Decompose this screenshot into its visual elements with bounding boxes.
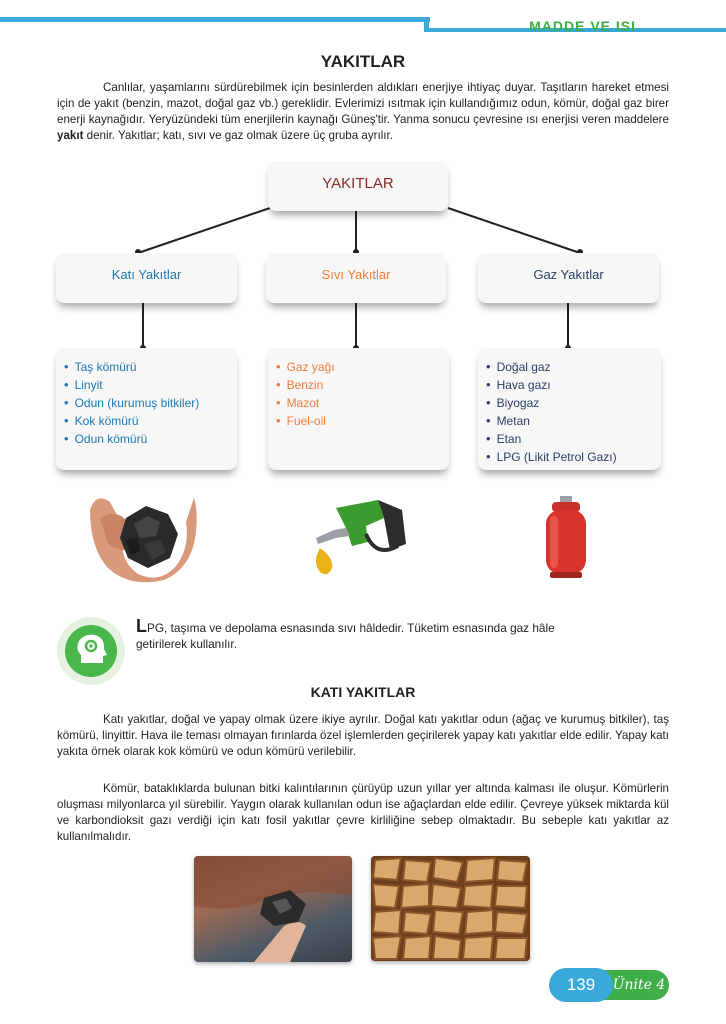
coal-hands-illustration xyxy=(86,488,198,584)
list-item: • LPG (Likit Petrol Gazı) xyxy=(486,448,661,466)
info-note: LPG, taşıma ve depolama esnasında sıvı hâldedir. Tüketim esnasında gaz hâle getirilerek kullanılır. xyxy=(136,616,555,651)
diagram-root: YAKITLAR xyxy=(268,161,448,211)
list-item: • Gaz yağı xyxy=(276,358,449,376)
page-title: YAKITLAR xyxy=(320,52,406,71)
unit-title: MADDE VE ISI xyxy=(529,18,636,34)
fuel-nozzle-illustration xyxy=(306,494,410,580)
coal-mine-photo xyxy=(194,856,352,962)
gas-fuel-list xyxy=(478,348,661,470)
list-item: • Mazot xyxy=(276,394,449,412)
page-footer-badge xyxy=(549,968,669,1002)
coal-paragraph: Kömür, bataklıklarda bulunan bitki kalıntılarının çürüyüp uzun yıllar yer altında kalması ile oluşur. Kömürlerin oluşması milyonlarca yıl sürebilir. Yaygın olarak kullanılan odun ise ağaçlardan elde edilir. Çevreye yüksek miktarda kül ve karbondioksit gazı verdiği için katı fosil yakıtlar çevre kirliliğine sebep olmaktadır. Bu sebeple katı yakıtlar az kullanılmalıdır. xyxy=(57,782,669,843)
list-item: • Etan xyxy=(486,430,661,448)
unit-label: Ünite 4 xyxy=(603,970,669,1000)
category-liquid: Sıvı Yakıtlar xyxy=(266,253,446,303)
solid-fuels-paragraph: Katı yakıtlar, doğal ve yapay olmak üzere ikiye ayrılır. Doğal katı yakıtlar odun (ağaç ve kurumuş bitkiler), taş kömürü, linyittir. Hava ile teması olmayan fırınlarda özel işlemlerden geçirilerek yapay katı yakıtlar elde edilir. Yapay katı yakıta örnek olarak kok kömürü ve odun kömürü verilebilir. xyxy=(57,713,669,758)
firewood-photo xyxy=(371,856,530,961)
list-item: • Odun (kurumuş bitkiler) xyxy=(64,394,237,412)
list-item: • Linyit xyxy=(64,376,237,394)
liquid-fuel-list xyxy=(268,348,449,470)
list-item: • Hava gazı xyxy=(486,376,661,394)
gas-cylinder-illustration xyxy=(540,494,594,580)
list-item: • Biyogaz xyxy=(486,394,661,412)
page-number: 139 xyxy=(549,968,613,1002)
list-item: • Odun kömürü xyxy=(64,430,237,448)
intro-keyword: yakıt xyxy=(57,129,84,142)
list-item: • Taş kömürü xyxy=(64,358,237,376)
category-gas: Gaz Yakıtlar xyxy=(478,253,659,303)
intro-paragraph: Canlılar, yaşamlarını sürdürebilmek için besinlerden aldıkları enerjiye ihtiyaç duyar. Taşıtların hareket etmesi için de yakıt (benzin, mazot, doğal gaz vb.) gereklidir. Evlerimizi ısıtmak için kullandığımız odun, kömür, doğal gaz birer enerji kaynağıdır. Yeryüzündeki tüm enerjilerin kaynağı Güneş'tir. Yanma sonucu çevresine ısı enerjisi veren maddelere yakıt denir. Yakıtlar; katı, sıvı ve gaz olmak üzere üç gruba ayrılır. xyxy=(57,81,669,142)
list-item: • Kok kömürü xyxy=(64,412,237,430)
info-tip-icon xyxy=(57,617,125,685)
category-solid: Katı Yakıtlar xyxy=(56,253,237,303)
list-item: • Benzin xyxy=(276,376,449,394)
list-item: • Fuel-oil xyxy=(276,412,449,430)
list-item: • Metan xyxy=(486,412,661,430)
list-item: • Doğal gaz xyxy=(486,358,661,376)
section-title-solid-fuels: KATI YAKITLAR xyxy=(310,684,416,700)
solid-fuel-list xyxy=(56,348,237,470)
